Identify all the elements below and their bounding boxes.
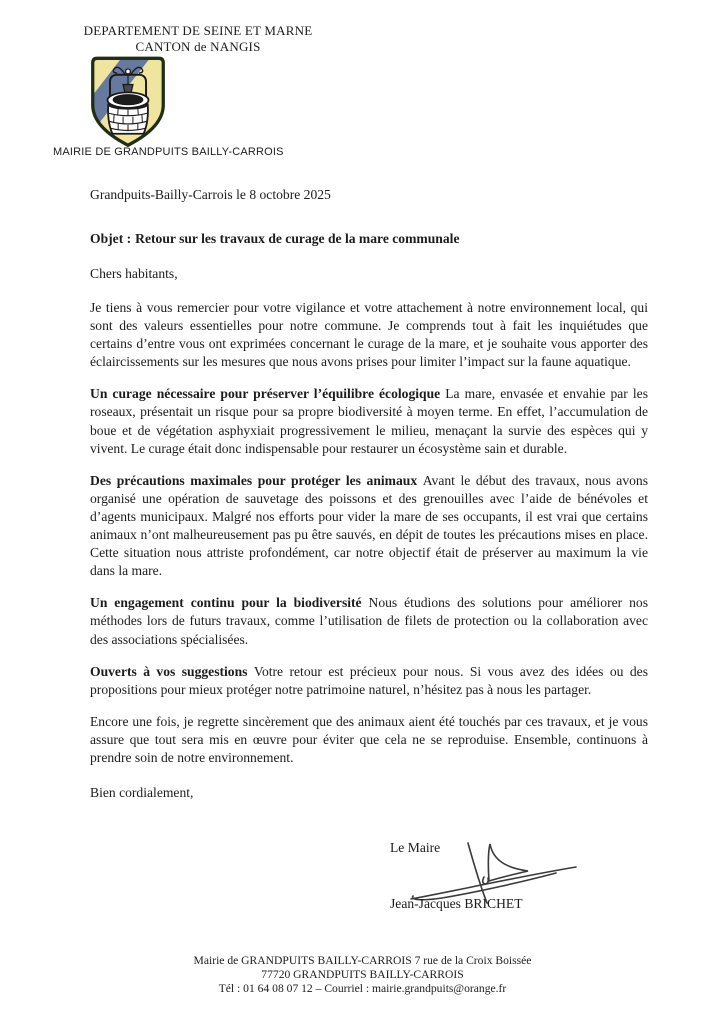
paragraph — [90, 472, 648, 581]
paragraph-text: Nous étudions des solutions pour améliorer nos méthodes lors de futurs travaux, comme l’utilisation de filets de protection ou la collaboration avec des associations spécialisées. — [90, 595, 648, 647]
footer — [0, 954, 725, 997]
paragraph-text: Votre retour est précieux pour nous. Si vous avez des idées ou des propositions pour mieux protéger notre patrimoine naturel, n’hésitez pas à nous les partager. — [90, 663, 649, 697]
paragraph-lead: Ouverts à vos suggestions — [90, 663, 248, 679]
subject-label: Objet : — [90, 231, 132, 246]
paragraph-lead: Des précautions maximales pour protéger les animaux — [90, 472, 418, 488]
signer-title: Le Maire — [390, 840, 441, 855]
paragraph — [90, 713, 648, 767]
commune-crest-icon — [87, 55, 169, 151]
dateline: Grandpuits-Bailly-Carrois le 8 octobre 2025 — [90, 187, 331, 202]
letterhead — [58, 23, 338, 55]
salutation: Chers habitants, — [90, 266, 178, 281]
paragraph — [90, 663, 648, 699]
signer-name: Jean-Jacques BRICHET — [390, 896, 523, 911]
footer-city-line: 77720 GRANDPUITS BAILLY-CARROIS — [261, 968, 464, 982]
closing-line: Bien cordialement, — [90, 785, 194, 801]
paragraph-lead: Un engagement continu pour la biodiversité — [90, 595, 362, 611]
paragraph-text: Avant le début des travaux, nous avons organisé une opération de sauvetage des poissons et des grenouilles avec l’aide de bénévoles et d’agents municipaux. Malgré nos efforts pour vider la mare de ses occupants, il est vrai que certains animaux n’ont malheureusement pas pu être sauvés, en dépit de toutes les précautions mises en place. Cette situation nous attriste profondément, car notre objectif était de préserver au maximum la vie dans la mare. — [90, 472, 649, 579]
paragraph-lead: Un curage nécessaire pour préserver l’équilibre écologique — [90, 386, 441, 402]
footer-contact-line: Tél : 01 64 08 07 12 – Courriel : mairie.grandpuits@orange.fr — [218, 982, 507, 996]
signature-block — [390, 840, 610, 915]
paragraph-text: Je tiens à vous remercier pour votre vigilance et votre attachement à notre environnement local, qui sont des valeurs essentielles pour notre commune. Je comprends tout à fait les inquiétudes que certains d’entre vous ont exprimées concernant le curage de la mare, et je souhaite vous apporter des éclaircissements sur les mesures que nous avons prises pour limiter l’impact sur la faune aquatique. — [90, 300, 648, 370]
paragraph — [90, 299, 648, 371]
paragraph — [90, 385, 648, 457]
paragraph-text: La mare, envasée et envahie par les roseaux, présentait un risque pour sa propre biodiversité à moyen terme. En effet, l’accumulation de boue et de végétation asphyxiait progressivement le milieu, menaçant la survie des espèces qui y vivent. Le curage était donc indispensable pour restaurer un écosystème sain et durable. — [90, 386, 648, 456]
paragraph — [90, 594, 648, 648]
paragraph-text: Encore une fois, je regrette sincèrement que des animaux aient été touchés par ces travaux, et je vous assure que tout sera mis en œuvre pour éviter que cela ne se reproduise. Ensemble, continuons à prendre soin de notre environnement. — [90, 713, 648, 765]
department-line: DEPARTEMENT DE SEINE ET MARNE — [83, 23, 313, 38]
letter-body — [90, 299, 648, 802]
footer-address-line: Mairie de GRANDPUITS BAILLY-CARROIS 7 rue de la Croix Boissée — [193, 954, 532, 967]
mairie-caption: MAIRIE DE GRANDPUITS BAILLY-CARROIS — [53, 146, 284, 158]
subject-line — [90, 231, 459, 247]
canton-line: CANTON de NANGIS — [135, 39, 261, 54]
subject-text: Retour sur les travaux de curage de la mare communale — [135, 231, 460, 246]
